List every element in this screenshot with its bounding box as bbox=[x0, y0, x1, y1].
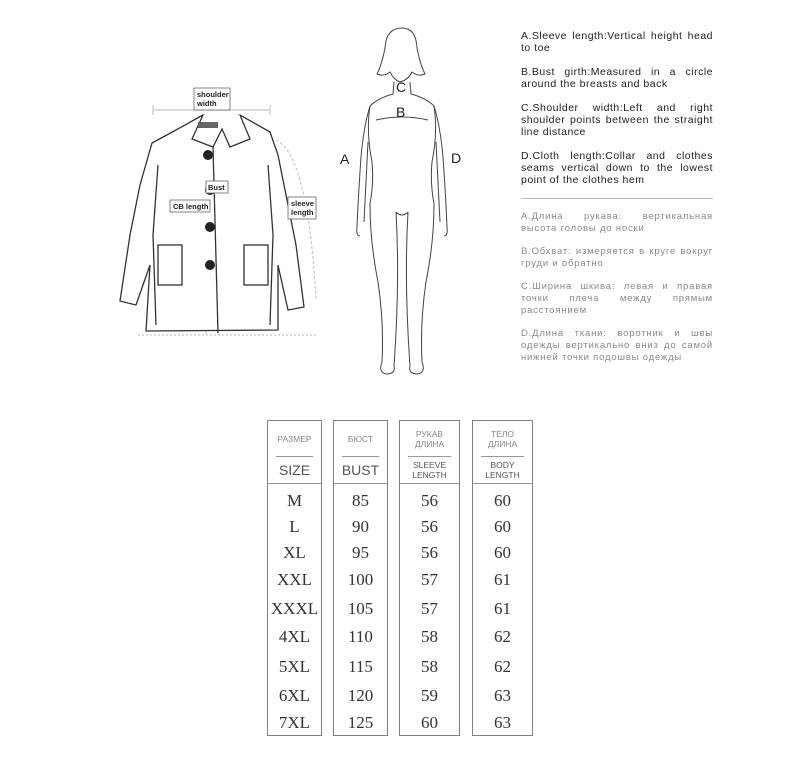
body-length-cell: 63 bbox=[494, 686, 511, 705]
sleeve-cell: 56 bbox=[421, 491, 438, 510]
bust-tag bbox=[206, 181, 228, 193]
body-length-cell: 60 bbox=[494, 491, 511, 510]
size-cell: 7XL bbox=[278, 713, 311, 732]
sleeve-cell: 56 bbox=[421, 517, 438, 536]
header-en-line-2: LENGTH bbox=[485, 469, 520, 480]
column-header-ru: РАЗМЕР bbox=[277, 433, 312, 444]
body-length-cell: 61 bbox=[494, 570, 511, 589]
header-ru-line-1: ТЕЛО bbox=[490, 428, 515, 439]
cb-length-label: CB length bbox=[173, 202, 209, 211]
bust-cell: 85 bbox=[352, 491, 369, 510]
header-en-line-1: BODY bbox=[490, 459, 515, 470]
figure-letter-c: C bbox=[396, 79, 407, 95]
sleeve-cell: 56 bbox=[421, 543, 438, 562]
shoulder-width-tag bbox=[194, 88, 230, 110]
figure-letter-b: B bbox=[396, 104, 406, 120]
figure-letter-a: A bbox=[340, 151, 350, 167]
bust-cell: 125 bbox=[347, 713, 374, 732]
body-length-cell: 60 bbox=[494, 543, 511, 562]
bust-label: Bust bbox=[208, 183, 225, 192]
sleeve-length-label-2: length bbox=[291, 208, 314, 217]
column-header-en: SIZE bbox=[278, 461, 311, 478]
body-length-cell: 62 bbox=[494, 627, 511, 646]
shoulder-width-label-2: width bbox=[197, 99, 217, 108]
sleeve-cell: 59 bbox=[421, 686, 438, 705]
bust-cell: 95 bbox=[352, 543, 369, 562]
column-header-en bbox=[473, 456, 532, 483]
sleeve-cell: 58 bbox=[421, 627, 438, 646]
shoulder-width-label-1: shoulder bbox=[197, 90, 229, 99]
size-cell: 4XL bbox=[278, 627, 311, 646]
body-figure-illustration bbox=[330, 22, 470, 387]
sleeve-cell: 57 bbox=[421, 599, 438, 618]
description-ru-d: D.Длина ткани: воротник и швы одежды вертикально вниз до самой нижней точки подошвы одежды bbox=[521, 328, 713, 363]
column-sleeve-length bbox=[399, 420, 460, 736]
column-body-length bbox=[472, 420, 533, 736]
column-size bbox=[267, 420, 322, 736]
cb-length-tag bbox=[170, 200, 210, 212]
column-header-ru: БЮСТ bbox=[347, 433, 374, 444]
header-ru-line-2: ДЛИНА bbox=[414, 438, 445, 449]
header-en-line-1: SLEEVE bbox=[412, 459, 447, 470]
body-length-cell: 61 bbox=[494, 599, 511, 618]
figure-letter-d: D bbox=[451, 150, 462, 166]
description-en-c: C.Shoulder width:Left and right shoulder points between the straight line distance bbox=[521, 102, 713, 138]
column-header-en bbox=[400, 456, 459, 483]
size-cell: 6XL bbox=[278, 686, 311, 705]
column-header-en: BUST bbox=[341, 461, 380, 478]
size-cell: XL bbox=[283, 543, 306, 562]
column-bust bbox=[333, 420, 388, 736]
description-ru-c: C.Ширина шкива: левая и правая точки плеча между прямым расстоянием bbox=[521, 281, 713, 316]
divider bbox=[521, 198, 713, 199]
header-ru-line-1: РУКАВ bbox=[415, 428, 444, 439]
sleeve-length-tag bbox=[288, 197, 316, 219]
description-en-b: B.Bust girth:Measured in a circle around the breasts and back bbox=[521, 66, 713, 90]
bust-cell: 110 bbox=[348, 627, 373, 646]
sleeve-length-label-1: sleeve bbox=[291, 199, 314, 208]
measurement-descriptions bbox=[521, 30, 713, 375]
bust-cell: 105 bbox=[347, 599, 374, 618]
bust-cell: 115 bbox=[348, 657, 373, 676]
bust-cell: 100 bbox=[347, 570, 374, 589]
description-en-a: A.Sleeve length:Vertical height head to toe bbox=[521, 30, 713, 54]
header-ru-line-2: ДЛИНА bbox=[487, 438, 518, 449]
column-header-ru bbox=[473, 421, 532, 456]
description-en-d: D.Cloth length:Collar and clothes seams vertical down to the lowest point of the clothes hem bbox=[521, 150, 713, 186]
bust-cell: 120 bbox=[347, 686, 374, 705]
sleeve-cell: 57 bbox=[421, 570, 438, 589]
sleeve-cell: 60 bbox=[421, 713, 438, 732]
size-cell: 5XL bbox=[278, 657, 311, 676]
coat-measurement-diagram bbox=[118, 85, 338, 345]
description-ru-a: A.Длина рукава: вертикальная высота головы до носки bbox=[521, 211, 713, 234]
size-cell: M bbox=[286, 491, 303, 510]
body-length-cell: 62 bbox=[494, 657, 511, 676]
body-length-cell: 63 bbox=[494, 713, 511, 732]
size-cell: XXXL bbox=[270, 599, 319, 618]
sleeve-cell: 58 bbox=[421, 657, 438, 676]
column-header-ru bbox=[400, 421, 459, 456]
size-cell: XXL bbox=[277, 570, 312, 589]
bust-cell: 90 bbox=[352, 517, 369, 536]
size-cell: L bbox=[289, 517, 300, 536]
description-ru-b: B.Обхват: измеряется в круге вокруг груди и обратно bbox=[521, 246, 713, 269]
body-length-cell: 60 bbox=[494, 517, 511, 536]
header-en-line-2: LENGTH bbox=[412, 469, 447, 480]
